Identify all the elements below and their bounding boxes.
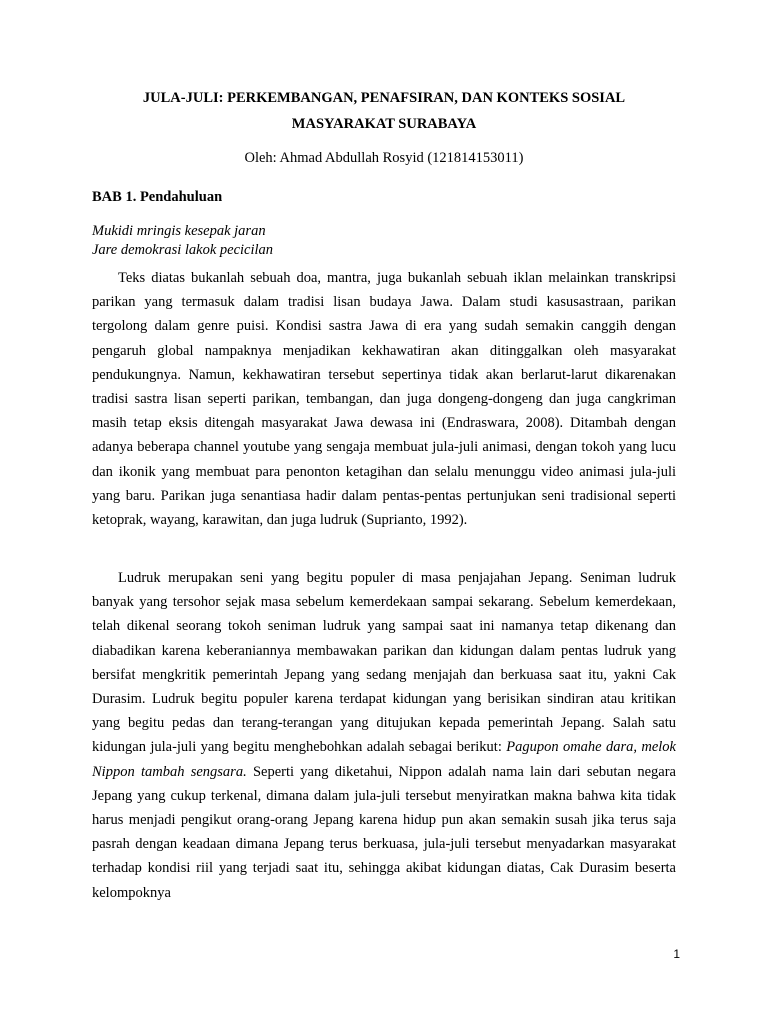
paragraph-1: Teks diatas bukanlah sebuah doa, mantra, juga bukanlah sebuah iklan melainkan transkripsi parikan yang termasuk dalam tradisi lisan budaya Jawa. Dalam studi kasusastraan, parikan tergolong dalam genre puisi. Kondisi sastra Jawa di era yang sudah semakin canggih dengan pengaruh global nampaknya menjadikan kekhawatiran akan ditinggalkan oleh masyarakat pendukungnya. Namun, kekhawatiran tersebut sepertinya tidak akan berlarut-larut dikarenakan tradisi sastra lisan seperti parikan, tembangan, dan juga dongeng-dongeng dan juga cangkriman masih tetap eksis ditengah masyarakat Jawa dewasa ini (Endraswara, 2008). Ditambah dengan adanya beberapa channel youtube yang sengaja membuat jula-juli animasi, dengan tokoh yang lucu dan ikonik yang membuat para penonton ketagihan dan selalu menunggu video animasi jula-juli yang baru. Parikan juga senantiasa hadir dalam pentas-pentas pertunjukan seni tradisional seperti ketoprak, wayang, karawitan, dan juga ludruk (Suprianto, 1992).	[92, 270, 676, 529]
title-line-1: JULA-JULI: PERKEMBANGAN, PENAFSIRAN, DAN KONTEKS SOSIAL	[142, 90, 626, 106]
verse-line-1: Mukidi mringis kesepak jaran	[92, 223, 266, 239]
author-line: Oleh: Ahmad Abdullah Rosyid (121814153011)	[244, 150, 524, 166]
page-number: 1	[673, 947, 680, 961]
chapter-heading: BAB 1. Pendahuluan	[92, 189, 223, 205]
paragraph-2-text-before: Ludruk merupakan seni yang begitu populer di masa penjajahan Jepang. Seniman ludruk banyak yang tersohor sejak masa sebelum kemerdekaan sampai sekarang. Sebelum kemerdekaan, telah dikenal seorang tokoh seniman ludruk yang sampai saat ini namanya tetap dikenang dan diabadikan karena keberaniannya membawakan parikan dan kidungan dalam pentas ludruk yang bersifat mengkritik pemerintah Jepang yang sedang menjajah dan berkuasa saat itu, yakni Cak Durasim. Ludruk begitu populer karena terdapat kidungan yang berisikan sindiran atau kritikan yang begitu pedas dan terang-terangan yang ditujukan kepada pemerintah Jepang. Salah satu kidungan jula-juli yang begitu menghebohkan adalah sebagai berikut:	[92, 570, 676, 756]
verse-line-2: Jare demokrasi lakok pecicilan	[92, 242, 274, 258]
paragraph-2-quote: Pagupon omahe dara, melok Nippon tambah sengsara.	[92, 739, 676, 780]
paragraph-2	[92, 566, 676, 905]
document-title	[92, 85, 676, 137]
title-line-2: MASYARAKAT SURABAYA	[291, 116, 477, 132]
verse-block	[92, 222, 273, 260]
paragraph-2-text-after: Seperti yang diketahui, Nippon adalah nama lain dari sebutan negara Jepang yang cukup terkenal, dimana dalam jula-juli tersebut menyiratkan makna bahwa kita tidak harus menjadi pengikut orang-orang Jepang karena hidup pun akan semakin susah jika terus saja pasrah dengan keadaan dimana Jepang terus berkuasa, jula-juli tersebut menyadarkan masyarakat terhadap kondisi riil yang terjadi saat itu, sehingga akibat kidungan diatas, Cak Durasim beserta kelompoknya	[92, 763, 676, 901]
